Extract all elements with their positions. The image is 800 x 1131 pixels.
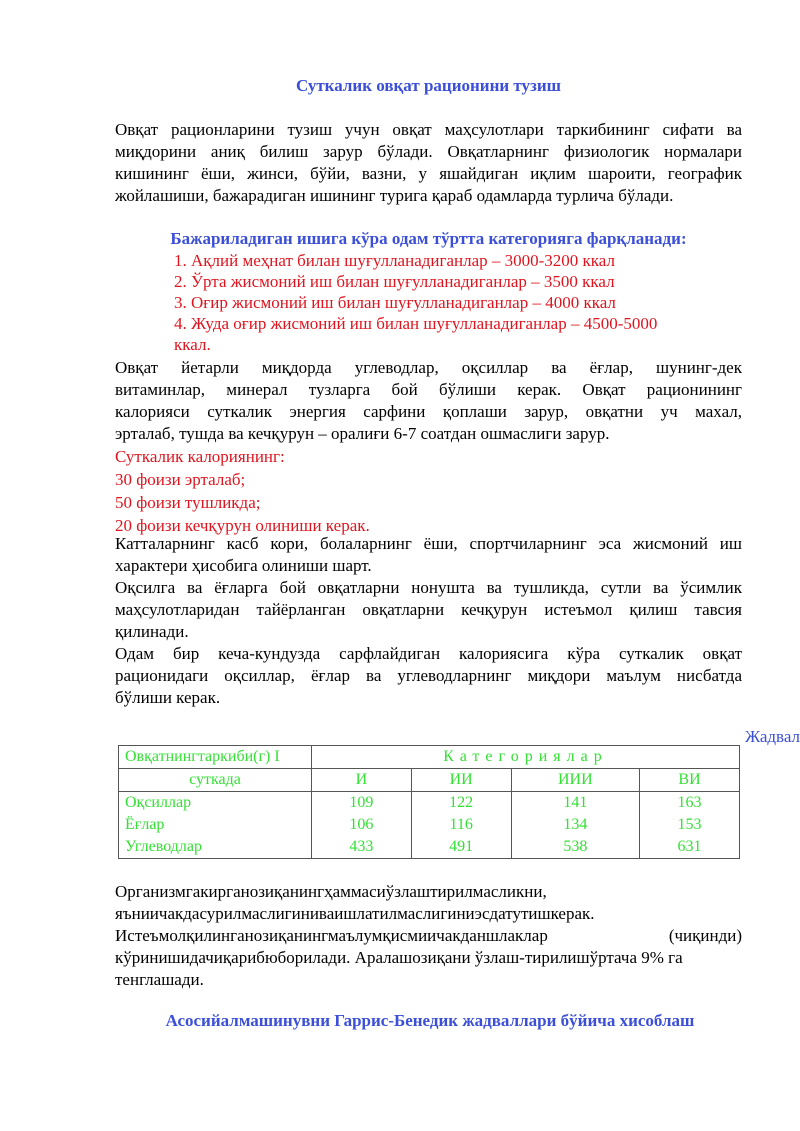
table-cell: 134 [511, 814, 640, 836]
corner-header: Овқатнингтаркиби(г) I [119, 746, 312, 769]
ratio-line: бўлиши керак. [115, 688, 221, 707]
calorie-line: 20 фоизи кечқурун олиниши керак. [115, 516, 370, 535]
category-item: 2. Ўрта жисмоний иш билан шуғулланадиганлар – 3500 ккал [174, 272, 615, 291]
row-label: Оқсиллар [119, 792, 312, 815]
table-cell: 116 [411, 814, 511, 836]
column-header: И [312, 769, 412, 792]
proteins-line: қилинади. [115, 622, 189, 641]
category-item-continuation: ккал. [174, 335, 211, 354]
table-cell: 631 [640, 836, 740, 859]
row-label: Ёғлар [119, 814, 312, 836]
ratio-line: рационидаги оқсиллар, ёғлар ва углеводларнинг миқдори маълум нисбатда [115, 666, 742, 685]
proteins-line: Оқсилга ва ёғларга бой овқатларни нонушта ва тушликда, сутли ва ўсимлик [115, 578, 742, 597]
category-item: 3. Оғир жисмоний иш билан шуғулланадиганлар – 4000 ккал [174, 293, 616, 312]
absorption-line: тенглашади. [115, 970, 204, 989]
absorption-line-right: (чиқинди) [668, 926, 742, 945]
absorption-line: Организмгакирганозиқанингҳаммасиўзлаштирилмасликни, [115, 882, 547, 901]
corner-header-sub: суткада [119, 769, 312, 792]
row-label: Углеводлар [119, 836, 312, 859]
nutrition-line: витаминлар, минерал тузларга бой бўлиши керак. Овқат рационининг [115, 380, 742, 399]
table-cell: 153 [640, 814, 740, 836]
intro-line: Овқат рационларини тузиш учун овқат маҳсулотлари таркибининг сифати ва [115, 120, 742, 139]
calorie-line: Суткалик калориянинг: [115, 447, 285, 466]
nutrition-line: Овқат йетарли миқдорда углеводлар, оқсиллар ва ёғлар, шунинг-дек [115, 358, 742, 377]
bottom-heading: Асосийалмашинувни Гаррис-Бенедик жадваллари бўйича хисоблаш [165, 1011, 695, 1030]
calorie-distribution [115, 445, 742, 537]
table-row [119, 836, 740, 859]
absorption-paragraph [115, 881, 742, 991]
absorption-line-left: Истеъмолқилинганозиқанингмаълумқисмиичакданшлаклар [115, 926, 548, 945]
intro-line: миқдорини аниқ билиш зарур бўлади. Овқатларнинг физиологик нормалари [115, 142, 742, 161]
table-caption: Жадвал [745, 727, 800, 746]
calorie-line: 30 фоизи эрталаб; [115, 470, 246, 489]
ratio-line: Одам бир кеча-кундузда сарфлайдиган калориясига кўра суткалик овқат [115, 644, 742, 663]
absorption-line: кўринишидачиқарибюборилади. Аралашозиқани ўзлаш-тирилишўртача 9% га [115, 948, 683, 967]
category-item: 4. Жуда оғир жисмоний иш билан шуғулланадиганлар – 4500-5000 [174, 314, 658, 333]
table-cell: 433 [312, 836, 412, 859]
calorie-line: 50 фоизи тушликда; [115, 493, 261, 512]
proteins-paragraph [115, 577, 742, 643]
column-header: ИИ [411, 769, 511, 792]
nutrition-line: калорияси суткалик энергия сарфини қоплаши зарур, овқатни уч махал, [115, 402, 742, 421]
column-header: ВИ [640, 769, 740, 792]
absorption-line [115, 925, 742, 947]
adults-paragraph [115, 533, 742, 577]
group-header: Категориялар [312, 746, 740, 769]
table-header-row [119, 746, 740, 769]
nutrition-paragraph [115, 357, 742, 445]
column-header: ИИИ [511, 769, 640, 792]
table-cell: 141 [511, 792, 640, 815]
table-subheader-row [119, 769, 740, 792]
table-cell: 106 [312, 814, 412, 836]
proteins-line: маҳсулотларидан тайёрланган овқатларни кечқурун истеъмол қилиш тавсия [115, 600, 742, 619]
table-cell: 163 [640, 792, 740, 815]
intro-line: кишининг ёши, жинси, бўйи, вазни, у яшайдиган иқлим шароити, географик [115, 164, 742, 183]
nutrients-table [118, 745, 740, 859]
adults-line: характери ҳисобига олиниши шарт. [115, 556, 372, 575]
nutrition-line: эрталаб, тушда ва кечқурун – оралиғи 6-7 соатдан ошмаслиги зарур. [115, 424, 610, 443]
page-title: Суткалик овқат рационини тузиш [295, 76, 562, 95]
table-cell: 538 [511, 836, 640, 859]
table-cell: 491 [411, 836, 511, 859]
absorption-line: яъниичакдасурилмаслигиниваишлатилмаслигиниэсдатутишкерак. [115, 904, 595, 923]
category-item: 1. Ақлий меҳнат билан шуғулланадиганлар – 3000-3200 ккал [174, 251, 615, 270]
table-cell: 122 [411, 792, 511, 815]
table-cell: 109 [312, 792, 412, 815]
intro-paragraph [115, 119, 742, 207]
table-row [119, 792, 740, 815]
intro-line: жойлашиши, бажарадиган ишининг турига қараб одамларда турлича бўлади. [115, 186, 674, 205]
categories-heading: Бажариладиган ишига кўра одам тўртта категорияга фарқланади: [170, 229, 687, 248]
categories-list [174, 250, 734, 355]
table-row [119, 814, 740, 836]
ratio-paragraph [115, 643, 742, 709]
adults-line: Катталарнинг касб кори, болаларнинг ёши, спортчиларнинг эса жисмоний иш [115, 534, 742, 553]
